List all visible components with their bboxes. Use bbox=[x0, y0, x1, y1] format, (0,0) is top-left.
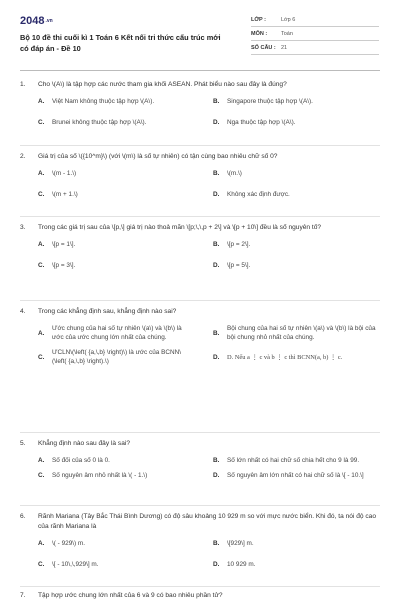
option-c[interactable] bbox=[38, 471, 213, 480]
question-separator bbox=[20, 432, 380, 433]
option-text: \( - 929\) m. bbox=[52, 540, 86, 547]
site-logo[interactable] bbox=[20, 15, 53, 27]
question-3 bbox=[20, 223, 382, 270]
option-text: Brunei không thuộc tập hợp \(A\). bbox=[52, 119, 147, 126]
question-2 bbox=[20, 152, 382, 199]
meta-value: Toán bbox=[281, 30, 293, 37]
question-separator bbox=[20, 300, 380, 301]
option-letter: A. bbox=[38, 98, 45, 105]
option-a[interactable] bbox=[38, 539, 213, 548]
option-d[interactable] bbox=[213, 348, 388, 366]
meta-row-class bbox=[251, 13, 379, 27]
logo-main: 2048 bbox=[20, 15, 45, 27]
question-number: 4. bbox=[20, 308, 26, 315]
meta-value: 21 bbox=[281, 44, 288, 51]
page-title: Bộ 10 đề thi cuối kì 1 Toán 6 Kết nối tri thức cấu trúc mới có đáp án - Đề 10 bbox=[20, 33, 221, 53]
option-text: ƯCLN\(\left( {a,\,b} \right)\) là ước của BCNN\(\left( {a,\,b} \right).\) bbox=[52, 349, 181, 365]
question-4 bbox=[20, 307, 382, 366]
option-text: Ước chung của hai số tự nhiên \(a\) và \(b\) là ước của ước chung lớn nhất của chúng. bbox=[52, 325, 182, 341]
option-b[interactable] bbox=[213, 97, 388, 106]
option-letter: B. bbox=[213, 170, 220, 177]
option-letter: C. bbox=[38, 119, 45, 126]
question-5 bbox=[20, 439, 382, 480]
option-letter: A. bbox=[38, 540, 45, 547]
question-number: 1. bbox=[20, 81, 26, 88]
option-text: \[p = 1\]. bbox=[52, 241, 76, 248]
meta-label: LỚP : bbox=[251, 16, 266, 23]
option-letter: C. bbox=[38, 561, 45, 568]
meta-row-count bbox=[251, 41, 379, 55]
option-d[interactable] bbox=[213, 560, 388, 569]
question-6 bbox=[20, 512, 382, 569]
question-1 bbox=[20, 80, 382, 127]
meta-label: SỐ CÂU : bbox=[251, 44, 276, 51]
option-text: Số đối của số 0 là 0. bbox=[52, 457, 110, 464]
option-b[interactable] bbox=[213, 240, 388, 249]
option-text: \[ - 10\,\,929\] m. bbox=[52, 561, 99, 568]
option-letter: C. bbox=[38, 472, 45, 479]
option-c[interactable] bbox=[38, 348, 213, 366]
question-text: Giá trị của số \({10^m}\) (với \(m\) là số tự nhiên) có tận cùng bao nhiêu chữ số 0? bbox=[38, 153, 278, 160]
option-letter: C. bbox=[38, 353, 45, 361]
question-text: Tập hợp ước chung lớn nhất của 6 và 9 có bao nhiêu phần tử? bbox=[38, 592, 223, 599]
question-number: 6. bbox=[20, 513, 26, 520]
option-text: D. Nếu a ⋮ c và b ⋮ c thì BCNN(a, b) ⋮ c. bbox=[227, 353, 343, 361]
option-text: Việt Nam không thuộc tập hợp \(A\). bbox=[52, 98, 155, 105]
option-text: \[929\] m. bbox=[227, 540, 254, 547]
option-d[interactable] bbox=[213, 471, 388, 480]
option-c[interactable] bbox=[38, 261, 213, 270]
option-text: Số nguyên âm nhỏ nhất là \( - 1.\) bbox=[52, 472, 148, 479]
option-b[interactable] bbox=[213, 324, 388, 342]
option-b[interactable] bbox=[213, 456, 388, 465]
option-text: Bội chung của hai số tự nhiên \(a\) và \(b\) là bội của bội chung nhỏ nhất của chúng. bbox=[227, 325, 376, 341]
option-a[interactable] bbox=[38, 324, 213, 342]
option-letter: B. bbox=[213, 98, 220, 105]
meta-row-subject bbox=[251, 27, 379, 41]
option-letter: D. bbox=[213, 561, 220, 568]
question-number: 2. bbox=[20, 153, 26, 160]
option-a[interactable] bbox=[38, 97, 213, 106]
question-text: Trong các khẳng định sau, khẳng định nào sai? bbox=[38, 308, 177, 315]
option-text: \[p = 3\]. bbox=[52, 262, 76, 269]
option-letter: B. bbox=[213, 457, 220, 464]
question-separator bbox=[20, 216, 380, 217]
option-letter: A. bbox=[38, 457, 45, 464]
option-c[interactable] bbox=[38, 560, 213, 569]
option-letter: C. bbox=[38, 191, 45, 198]
question-number: 5. bbox=[20, 440, 26, 447]
question-separator bbox=[20, 586, 380, 587]
question-separator bbox=[20, 145, 380, 146]
question-text: Trong các giá trị sau của \[p,\] giá trị nào thoả mãn \[p;\,\,p + 2\] và \[p + 10\] đều là số nguyên tố? bbox=[38, 224, 322, 231]
meta-value: Lớp 6 bbox=[281, 16, 296, 23]
question-number: 3. bbox=[20, 224, 26, 231]
option-c[interactable] bbox=[38, 190, 213, 199]
option-text: \[p = 2\]. bbox=[227, 241, 251, 248]
option-text: Nga thuộc tập hợp \(A\). bbox=[227, 119, 296, 126]
option-letter: C. bbox=[38, 262, 45, 269]
option-b[interactable] bbox=[213, 169, 388, 178]
header-divider bbox=[20, 70, 380, 71]
option-letter: A. bbox=[38, 241, 45, 248]
logo-sub: .vn bbox=[45, 18, 53, 25]
option-letter: D. bbox=[213, 353, 220, 361]
option-c[interactable] bbox=[38, 118, 213, 127]
option-letter: D. bbox=[213, 262, 220, 269]
option-text: \(m + 1.\) bbox=[52, 191, 78, 198]
meta-table bbox=[251, 13, 379, 55]
option-letter: A. bbox=[38, 170, 45, 177]
option-letter: D. bbox=[213, 472, 220, 479]
option-letter: D. bbox=[213, 119, 220, 126]
question-text: Cho \(A\) là tập hợp các nước tham gia khối ASEAN. Phát biểu nào sau đây là đúng? bbox=[38, 81, 287, 88]
option-letter: A. bbox=[38, 329, 45, 337]
option-text: \(m - 1.\) bbox=[52, 170, 77, 177]
option-text: 10 929 m. bbox=[227, 561, 256, 568]
question-number: 7. bbox=[20, 592, 26, 599]
option-text: Số lớn nhất có hai chữ số chia hết cho 9 là 99. bbox=[227, 457, 360, 464]
meta-label: MÔN : bbox=[251, 30, 268, 37]
option-d[interactable] bbox=[213, 118, 388, 127]
option-text: Số nguyên âm lớn nhất có hai chữ số là \[ - 10.\] bbox=[227, 472, 364, 479]
question-text: Khẳng định nào sau đây là sai? bbox=[38, 440, 131, 447]
option-letter: B. bbox=[213, 540, 220, 547]
option-letter: B. bbox=[213, 241, 220, 248]
option-text: Không xác định được. bbox=[227, 191, 290, 198]
option-d[interactable] bbox=[213, 190, 388, 199]
option-text: \(m.\) bbox=[227, 170, 242, 177]
option-a[interactable] bbox=[38, 240, 213, 249]
option-text: \[p = 5\]. bbox=[227, 262, 251, 269]
question-text: Rãnh Mariana (Tây Bắc Thái Bình Dương) có độ sâu khoảng 10 929 m so với mực nước biển. Khi đó, ta nói độ cao của rãnh Mariana là bbox=[38, 513, 377, 530]
option-a[interactable] bbox=[38, 169, 213, 178]
option-letter: D. bbox=[213, 191, 220, 198]
question-separator bbox=[20, 505, 380, 506]
option-d[interactable] bbox=[213, 261, 388, 270]
option-a[interactable] bbox=[38, 456, 213, 465]
option-letter: B. bbox=[213, 329, 220, 337]
option-b[interactable] bbox=[213, 539, 388, 548]
option-text: Singapore thuộc tập hợp \(A\). bbox=[227, 98, 313, 105]
